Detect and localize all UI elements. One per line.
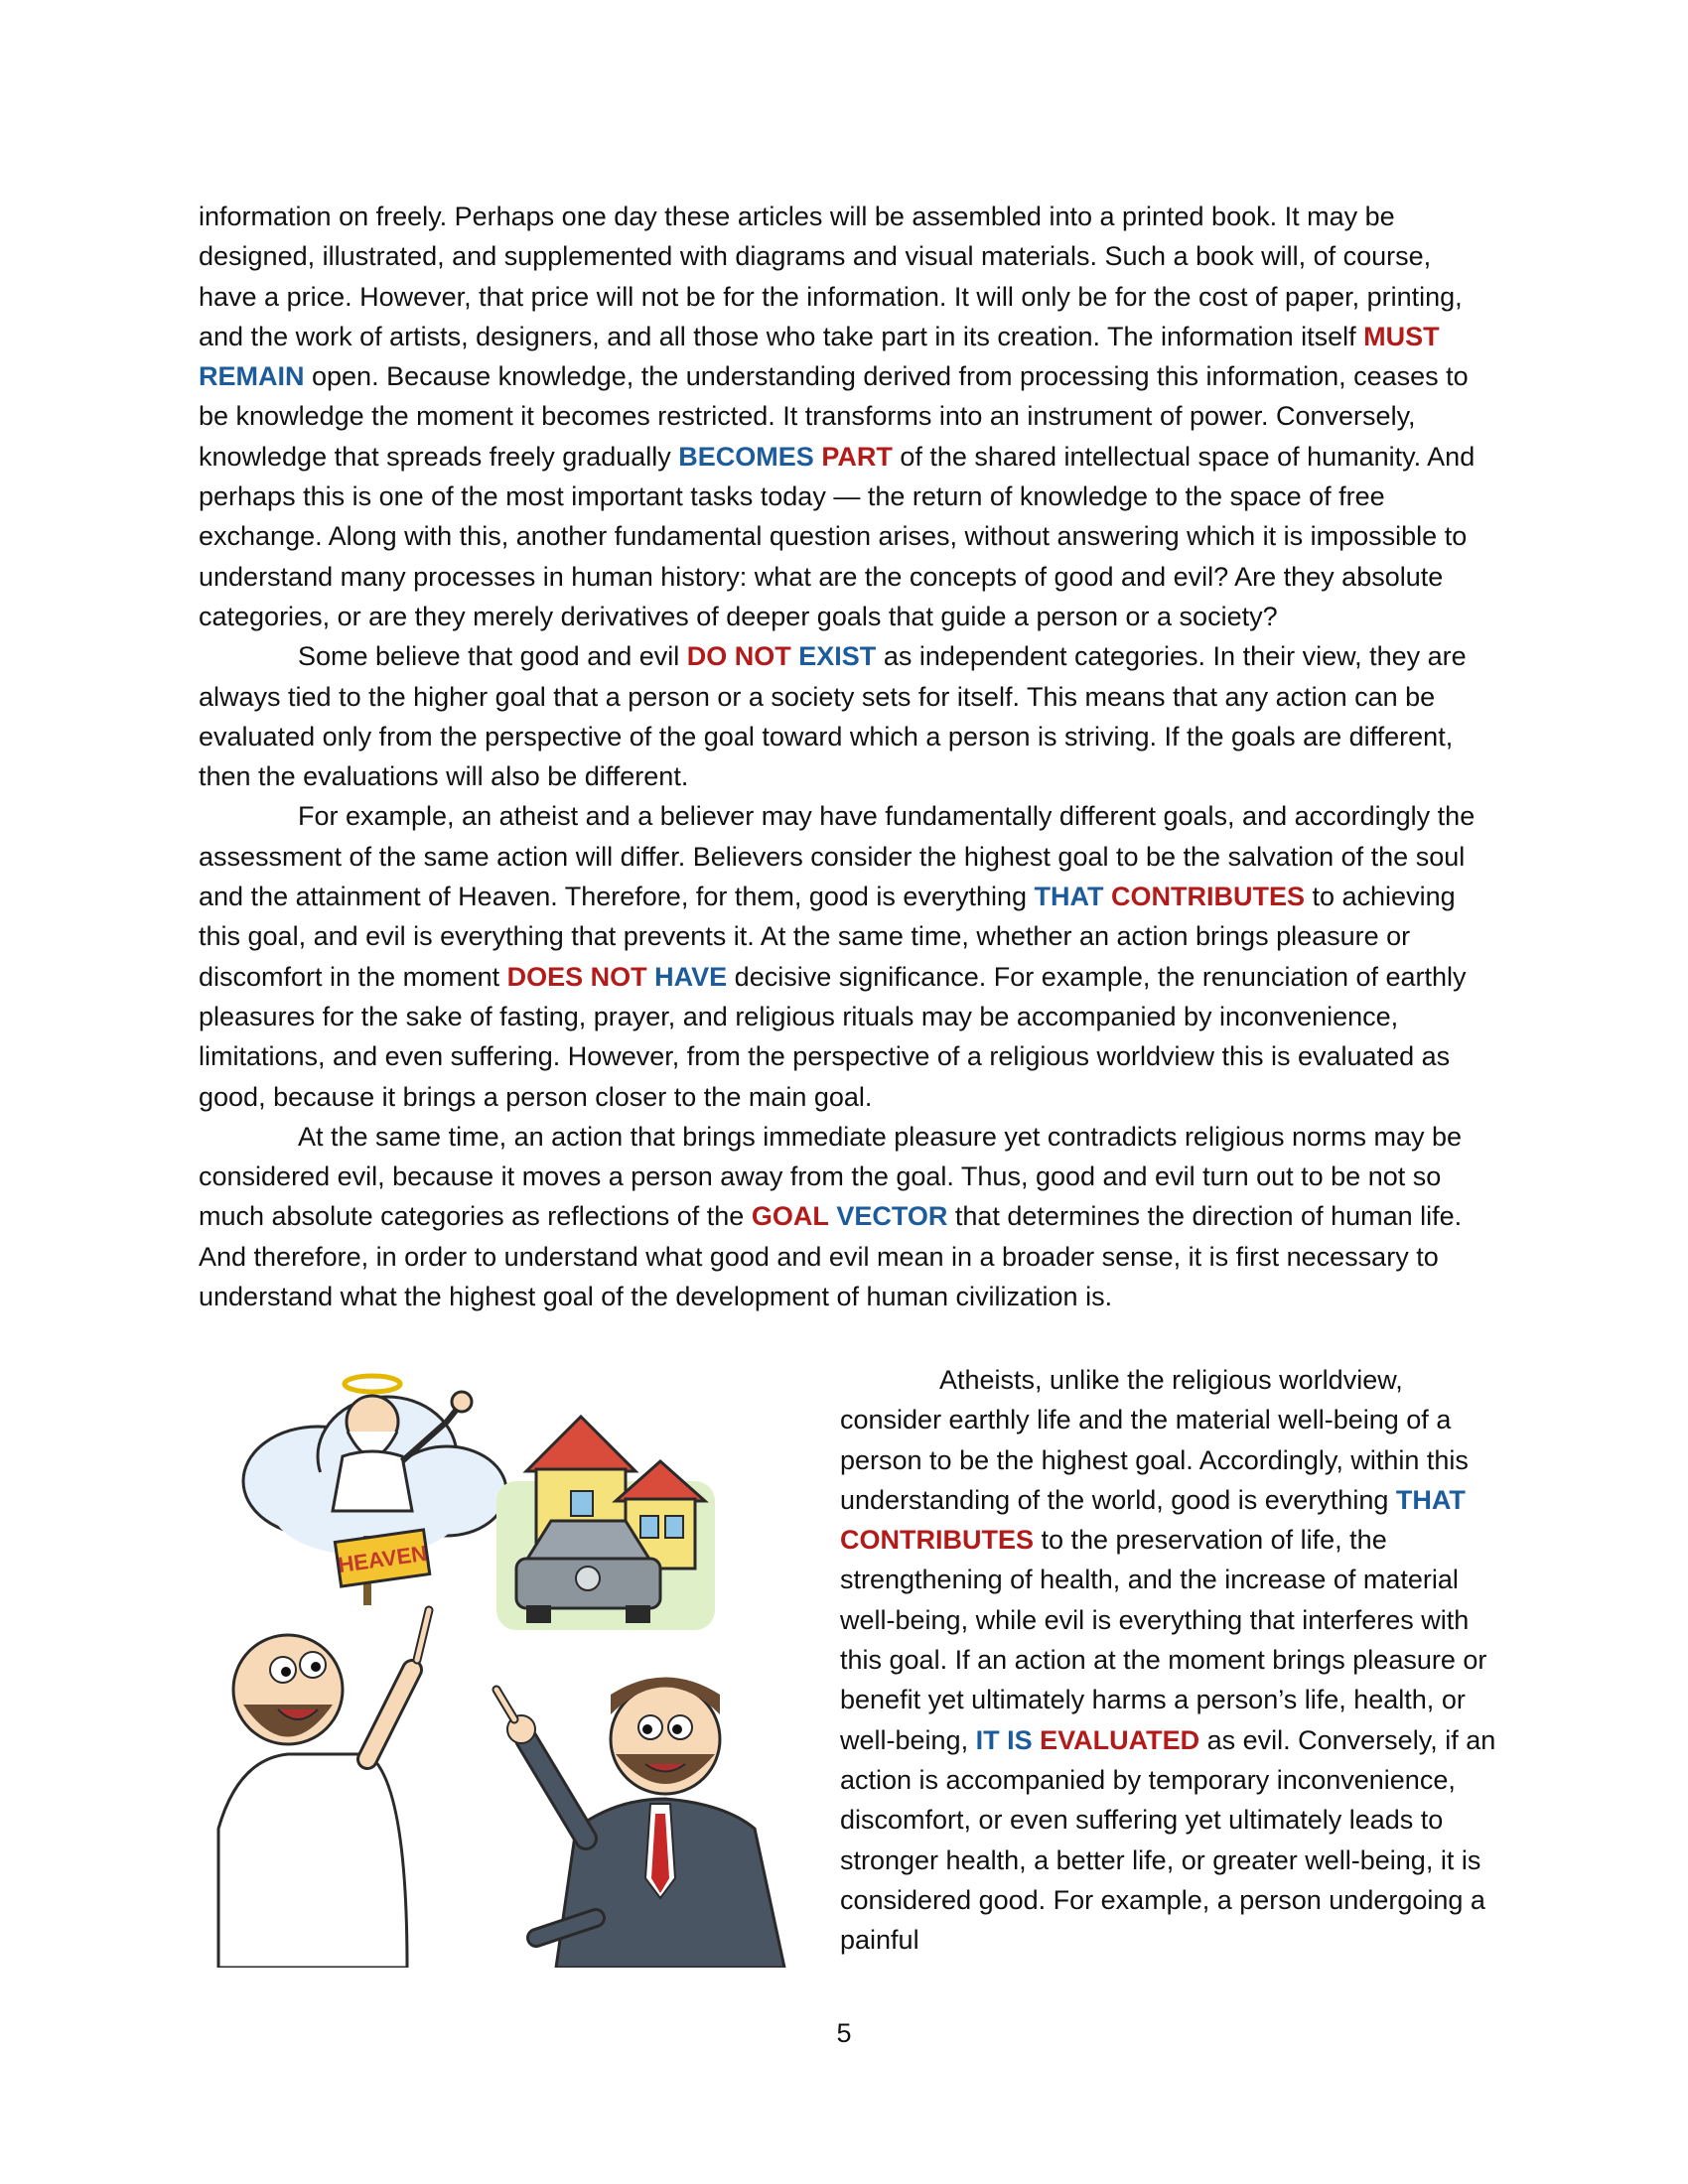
highlight-word: THAT bbox=[1395, 1484, 1466, 1515]
highlight-word: REMAIN bbox=[199, 361, 305, 392]
highlight-word: CONTRIBUTES bbox=[1111, 882, 1305, 912]
paragraph-5: Atheists, unlike the religious worldview, consider earthly life and the material well-being of a person to be the highest goal. Accordingly, within this understanding of the world, good is everything THAT CONTRIBUTES to the preservation of life, the strengthening of health, and the increase of material well-being, while evil is everything that interferes with this goal. If an action at the moment brings pleasure or benefit yet ultimately harms a person’s life, health, or well-being, IT IS EVALUATED as evil. Conversely, if an action is accompanied by temporary inconvenience, discomfort, or even suffering yet ultimately leads to stronger health, a better life, or greater well-being, it is considered good. For example, a person undergoing a painful bbox=[840, 1365, 1496, 1956]
paragraph-4: At the same time, an action that brings immediate pleasure yet contradicts religious norms may be considered evil, because it moves a person away from the goal. Thus, good and evil turn out to be not so much absolute categories as reflections of the GOAL VECTOR that determines the direction of human life. And therefore, in order to understand what good and evil mean in a broader sense, it is first necessary to understand what the highest goal of the development of human civilization is. bbox=[199, 1121, 1463, 1312]
highlight-word: EVALUATED bbox=[1040, 1724, 1200, 1755]
highlight-word: CONTRIBUTES bbox=[840, 1525, 1034, 1556]
highlight-word: VECTOR bbox=[836, 1201, 948, 1232]
highlight-word: IT IS bbox=[975, 1724, 1033, 1755]
highlight-word: EXIST bbox=[798, 641, 877, 672]
highlight-word: MUST bbox=[1363, 321, 1440, 351]
bearded-poor-man bbox=[218, 1610, 429, 1968]
main-text-block bbox=[199, 197, 1491, 1316]
highlight-word: THAT bbox=[1034, 882, 1104, 912]
highlight-word: DOES NOT bbox=[506, 961, 647, 992]
cartoon-illustration bbox=[199, 1362, 814, 1968]
highlight-word: PART bbox=[821, 441, 893, 472]
paragraph-1: information on freely. Perhaps one day these articles will be assembled into a printed book. It may be designed, illustrated, and supplemented with diagrams and visual materials. Such a book will, of course, have a price. However, that price will not be for the information. It will only be for the cost of paper, printing, and the work of artists, designers, and all those who take part in its creation. The information itself MUST REMAIN open. Because knowledge, the understanding derived from processing this information, ceases to be knowledge the moment it becomes restricted. It transforms into an instrument of power. Conversely, knowledge that spreads freely gradually BECOMES PART of the shared intellectual space of humanity. And perhaps this is one of the most important tasks today — the return of knowledge to the space of free exchange. Along with this, another fundamental question arises, without answering which it is impossible to understand many processes in human history: what are the concepts of good and evil? Are they absolute categories, or are they merely derivatives of deeper goals that guide a person or a society? bbox=[199, 202, 1476, 631]
paragraph-3: For example, an atheist and a believer may have fundamentally different goals, and accordingly the assessment of the same action will differ. Believers consider the highest goal to be the salvation of the soul and the attainment of Heaven. Therefore, for them, good is everything THAT CONTRIBUTES to achieving this goal, and evil is everything that prevents it. At the same time, whether an action brings pleasure or discomfort in the moment DOES NOT HAVE decisive significance. For example, the renunciation of earthly pleasures for the sake of fasting, prayer, and religious rituals may be accompanied by inconvenience, limitations, and even suffering. However, from the perspective of a religious worldview this is evaluated as good, because it brings a person closer to the main goal. bbox=[199, 801, 1476, 1112]
page-number: 5 bbox=[836, 2018, 852, 2048]
businessman-in-suit bbox=[496, 1678, 784, 1969]
side-text-block bbox=[840, 1360, 1500, 1960]
paragraph-2: Some believe that good and evil DO NOT EXIST as independent categories. In their view, they are always tied to the higher goal that a person or a society sets for itself. This means that any action can be evaluated only from the perspective of the goal toward which a person is striving. If the goals are different, then the evaluations will also be different. bbox=[199, 641, 1467, 792]
halo-shape bbox=[345, 1376, 400, 1392]
illustration-svg bbox=[199, 1362, 814, 1968]
highlight-word: GOAL bbox=[751, 1201, 829, 1232]
heaven-sign-text: HEAVEN bbox=[336, 1540, 429, 1578]
highlight-word: BECOMES bbox=[678, 441, 814, 472]
highlight-word: HAVE bbox=[654, 961, 728, 992]
highlight-word: DO NOT bbox=[686, 641, 791, 672]
